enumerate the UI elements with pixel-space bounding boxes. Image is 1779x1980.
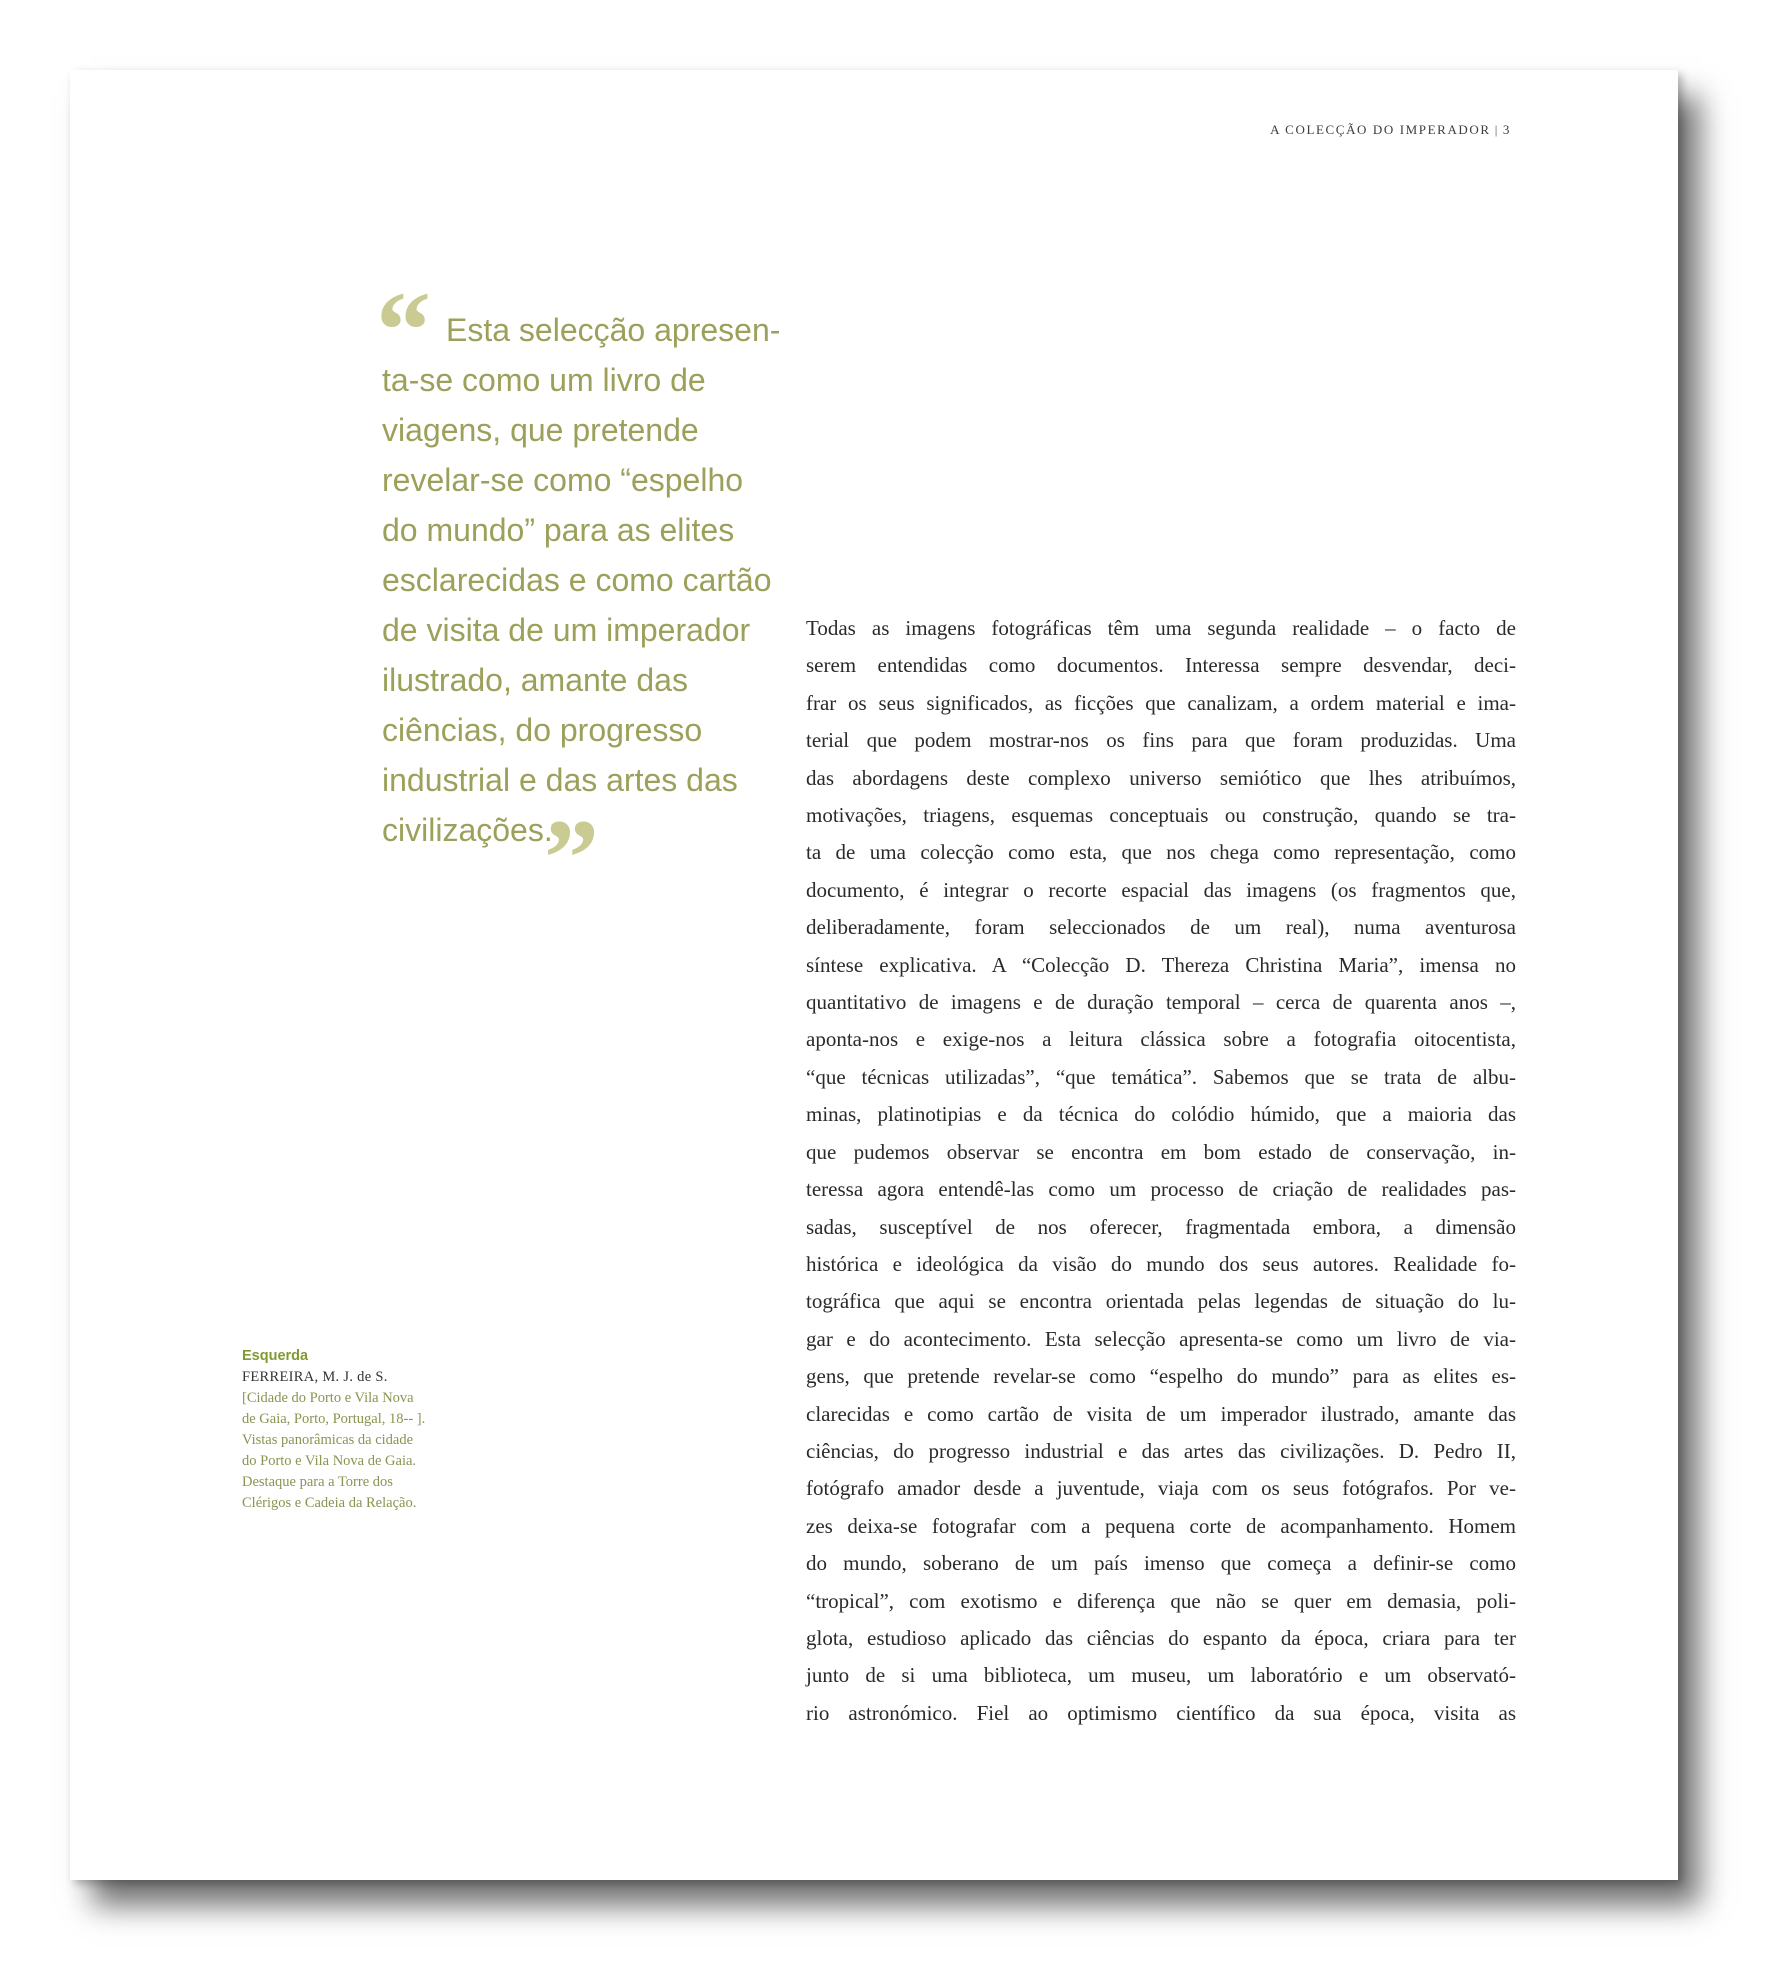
body-line: histórica e ideológica da visão do mundo dos seus autores. Realidade fo-	[806, 1251, 1516, 1276]
pull-quote-line: industrial e das artes das	[382, 762, 738, 798]
pull-quote-line: ta-se como um livro de	[382, 362, 706, 398]
body-line: junto de si uma biblioteca, um museu, um laboratório e um observató-	[806, 1663, 1516, 1688]
body-line: das abordagens deste complexo universo semiótico que lhes atribuímos,	[806, 765, 1516, 790]
caption-line: Clérigos e Cadeia da Relação.	[242, 1495, 417, 1511]
body-line: “que técnicas utilizadas”, “que temática”. Sabemos que se trata de albu-	[806, 1064, 1516, 1089]
body-text	[806, 610, 1516, 1732]
running-head-title: A COLECÇÃO DO IMPERADOR	[1270, 122, 1491, 137]
running-head	[1270, 122, 1511, 138]
body-line: clarecidas e como cartão de visita de um imperador ilustrado, amante das	[806, 1401, 1516, 1426]
caption-line: Vistas panorâmicas da cidade	[242, 1432, 414, 1448]
pull-quote-line: viagens, que pretende	[382, 412, 699, 448]
body-line: rio astronómico. Fiel ao optimismo científico da sua época, visita as	[806, 1700, 1516, 1725]
caption-line: de Gaia, Porto, Portugal, 18-- ].	[242, 1411, 426, 1427]
body-line: sadas, susceptível de nos oferecer, fragmentada embora, a dimensão	[806, 1214, 1516, 1239]
body-line: gar e do acontecimento. Esta selecção apresenta-se como um livro de via-	[806, 1326, 1516, 1351]
body-line: que pudemos observar se encontra em bom estado de conservação, in-	[806, 1139, 1516, 1164]
body-line: minas, platinotipias e da técnica do colódio húmido, que a maioria das	[806, 1102, 1516, 1127]
body-line: tográfica que aqui se encontra orientada pelas legendas de situação do lu-	[806, 1289, 1516, 1314]
body-line: gens, que pretende revelar-se como “espelho do mundo” para as elites es-	[806, 1364, 1516, 1389]
body-line: Todas as imagens fotográficas têm uma segunda realidade – o facto de	[806, 616, 1516, 640]
book-page	[70, 70, 1678, 1880]
caption-line: Destaque para a Torre dos	[242, 1474, 393, 1490]
pull-quote-line: revelar-se como “espelho	[382, 462, 744, 498]
pull-quote-line: esclarecidas e como cartão	[382, 562, 772, 598]
body-line: motivações, triagens, esquemas conceptuais ou construção, quando se tra-	[806, 803, 1516, 828]
pull-quote-line: de visita de um imperador	[382, 612, 751, 648]
open-quote-mark: “	[376, 269, 431, 391]
body-line: glota, estudioso aplicado das ciências do espanto da época, criara para ter	[806, 1625, 1516, 1650]
body-line: frar os seus significados, as ficções que canalizam, a ordem material e ima-	[806, 690, 1516, 715]
caption-line: [Cidade do Porto e Vila Nova	[242, 1390, 414, 1406]
caption-author: FERREIRA, M. J. de S.	[242, 1369, 388, 1385]
body-line: deliberadamente, foram seleccionados de um real), numa aventurosa	[806, 915, 1516, 940]
body-line: aponta-nos e exige-nos a leitura clássica sobre a fotografia oitocentista,	[806, 1027, 1516, 1052]
page-number: 3	[1502, 122, 1511, 137]
caption-title: Esquerda	[242, 1348, 309, 1364]
body-line: serem entendidas como documentos. Interessa sempre desvendar, deci-	[806, 653, 1516, 678]
body-line: teressa agora entendê-las como um processo de criação de realidades pas-	[806, 1177, 1516, 1202]
body-line: quantitativo de imagens e de duração temporal – cerca de quarenta anos –,	[806, 990, 1516, 1015]
body-line: fotógrafo amador desde a juventude, viaja com os seus fotógrafos. Por ve-	[806, 1476, 1516, 1501]
caption-line: do Porto e Vila Nova de Gaia.	[242, 1453, 417, 1469]
pull-quote	[376, 269, 802, 919]
body-line: terial que podem mostrar-nos os fins para que foram produzidas. Uma	[806, 728, 1516, 753]
body-line: síntese explicativa. A “Colecção D. Thereza Christina Maria”, imensa no	[806, 952, 1516, 977]
body-line: documento, é integrar o recorte espacial das imagens (os fragmentos que,	[806, 877, 1516, 902]
running-head-separator: |	[1494, 122, 1499, 137]
close-quote-mark: ”	[544, 797, 599, 919]
pull-quote-line: civilizações.	[382, 812, 553, 848]
pull-quote-line: ilustrado, amante das	[382, 662, 688, 698]
body-line: zes deixa-se fotografar com a pequena corte de acompanhamento. Homem	[806, 1513, 1516, 1538]
body-line: “tropical”, com exotismo e diferença que não se quer em demasia, poli-	[806, 1588, 1516, 1613]
pull-quote-line: do mundo” para as elites	[382, 512, 735, 548]
body-line: ciências, do progresso industrial e das artes das civilizações. D. Pedro II,	[806, 1438, 1516, 1463]
image-caption	[242, 1346, 482, 1514]
body-line: do mundo, soberano de um país imenso que começa a definir-se como	[806, 1551, 1516, 1576]
pull-quote-line: ciências, do progresso	[382, 712, 703, 748]
pull-quote-line: Esta selecção apresen-	[446, 312, 781, 348]
body-line: ta de uma colecção como esta, que nos chega como representação, como	[806, 840, 1516, 865]
